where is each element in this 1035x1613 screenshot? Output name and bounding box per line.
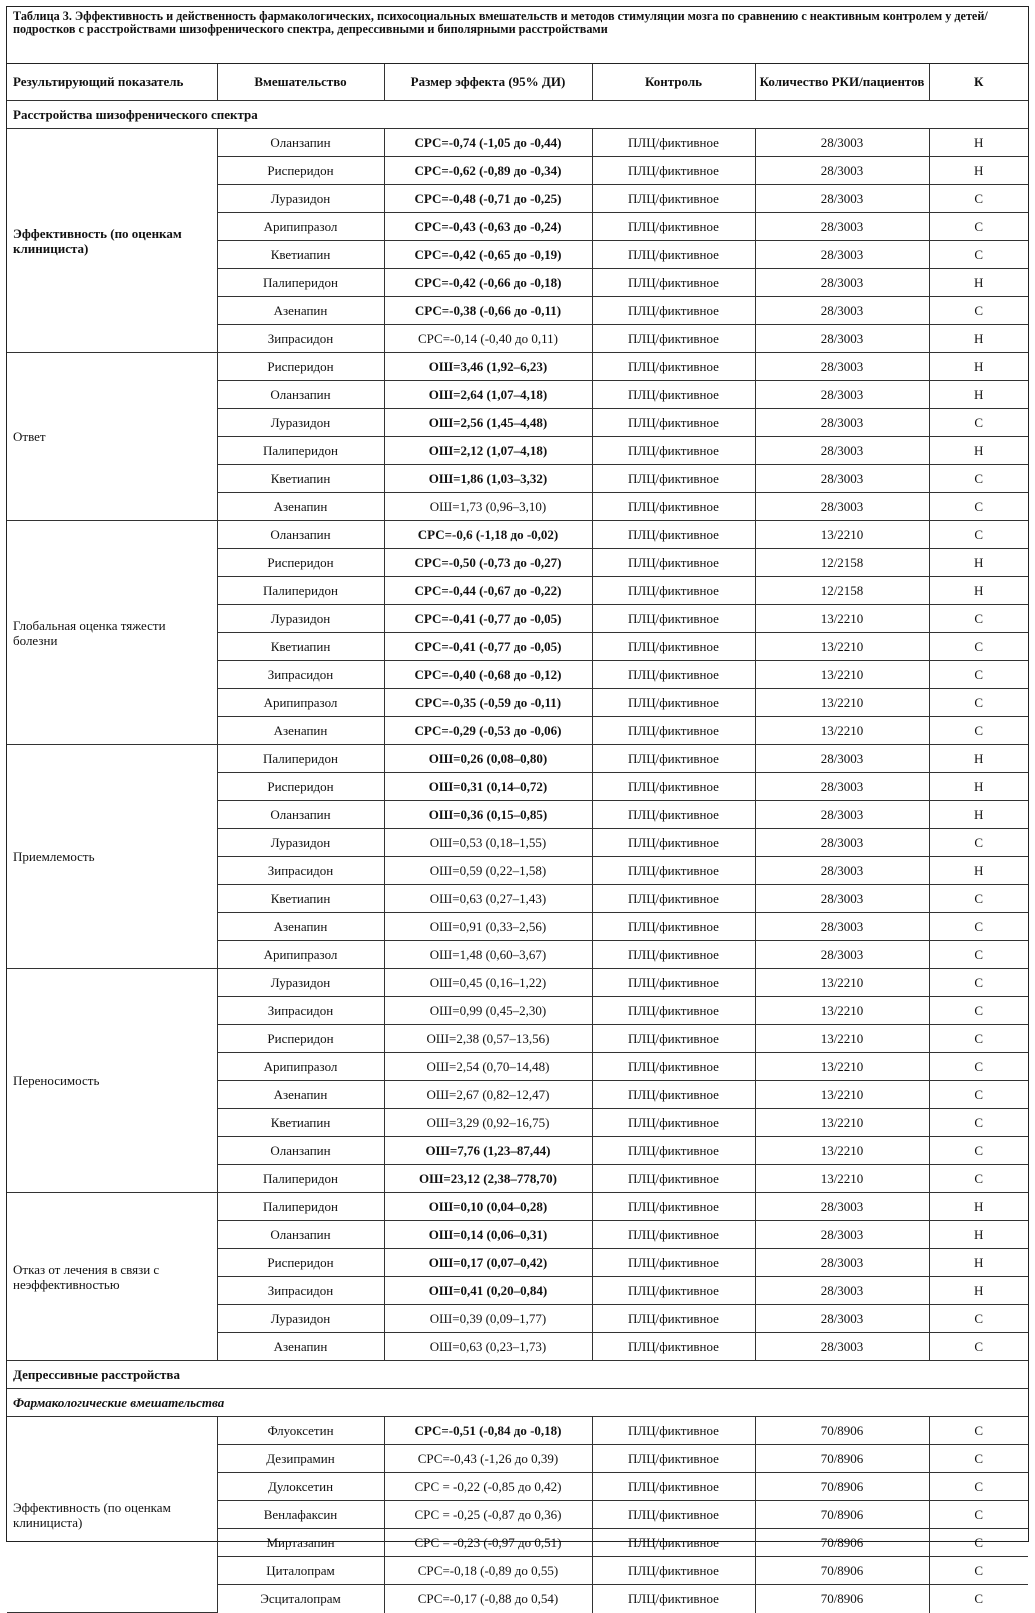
effect-size-cell: ОШ=23,12 (2,38–778,70) — [384, 1165, 592, 1193]
effect-size-cell: СРС=-0,18 (-0,89 до 0,55) — [384, 1557, 592, 1585]
effect-size-cell: СРС=-0,51 (-0,84 до -0,18) — [384, 1417, 592, 1445]
count-cell: 13/2210 — [755, 1025, 929, 1053]
control-cell: ПЛЦ/фиктивное — [592, 129, 755, 157]
effect-size-cell: СРС = -0,23 (-0,97 до 0,51) — [384, 1529, 592, 1557]
k-cell: С — [929, 297, 1028, 325]
count-cell: 28/3003 — [755, 745, 929, 773]
intervention-cell: Зипрасидон — [217, 997, 384, 1025]
section-row — [7, 1361, 1028, 1389]
control-cell: ПЛЦ/фиктивное — [592, 661, 755, 689]
effect-size-cell: ОШ=0,59 (0,22–1,58) — [384, 857, 592, 885]
intervention-cell: Оланзапин — [217, 521, 384, 549]
intervention-cell: Палиперидон — [217, 1193, 384, 1221]
intervention-cell: Рисперидон — [217, 549, 384, 577]
k-cell: С — [929, 213, 1028, 241]
intervention-cell: Арипипразол — [217, 213, 384, 241]
intervention-cell: Рисперидон — [217, 1025, 384, 1053]
k-cell: С — [929, 1445, 1028, 1473]
intervention-cell: Оланзапин — [217, 1221, 384, 1249]
k-cell: Н — [929, 157, 1028, 185]
effect-size-cell: СРС=-0,50 (-0,73 до -0,27) — [384, 549, 592, 577]
k-cell: С — [929, 1333, 1028, 1361]
k-cell: С — [929, 1557, 1028, 1585]
k-cell: С — [929, 913, 1028, 941]
intervention-cell: Луразидон — [217, 1305, 384, 1333]
control-cell: ПЛЦ/фиктивное — [592, 1501, 755, 1529]
intervention-cell: Зипрасидон — [217, 661, 384, 689]
count-cell: 28/3003 — [755, 353, 929, 381]
control-cell: ПЛЦ/фиктивное — [592, 241, 755, 269]
k-cell: С — [929, 409, 1028, 437]
effect-size-cell: ОШ=2,12 (1,07–4,18) — [384, 437, 592, 465]
effect-size-cell: ОШ=3,29 (0,92–16,75) — [384, 1109, 592, 1137]
k-cell: Н — [929, 1221, 1028, 1249]
control-cell: ПЛЦ/фиктивное — [592, 605, 755, 633]
effect-size-cell: ОШ=2,64 (1,07–4,18) — [384, 381, 592, 409]
k-cell: С — [929, 1501, 1028, 1529]
k-cell: Н — [929, 129, 1028, 157]
section-row — [7, 101, 1028, 129]
effect-size-cell: СРС = -0,25 (-0,87 до 0,36) — [384, 1501, 592, 1529]
k-cell: С — [929, 521, 1028, 549]
header-outcome: Результирующий показатель — [7, 64, 217, 101]
count-cell: 28/3003 — [755, 885, 929, 913]
count-cell: 13/2210 — [755, 521, 929, 549]
count-cell: 13/2210 — [755, 633, 929, 661]
effect-size-cell: ОШ=2,54 (0,70–14,48) — [384, 1053, 592, 1081]
count-cell: 28/3003 — [755, 213, 929, 241]
intervention-cell: Оланзапин — [217, 129, 384, 157]
results-table — [7, 64, 1028, 1613]
k-cell: С — [929, 1417, 1028, 1445]
k-cell: С — [929, 969, 1028, 997]
count-cell: 28/3003 — [755, 129, 929, 157]
intervention-cell: Рисперидон — [217, 157, 384, 185]
effect-size-cell: ОШ=0,63 (0,23–1,73) — [384, 1333, 592, 1361]
intervention-cell: Венлафаксин — [217, 1501, 384, 1529]
k-cell: С — [929, 605, 1028, 633]
control-cell: ПЛЦ/фиктивное — [592, 1193, 755, 1221]
k-cell: Н — [929, 1249, 1028, 1277]
count-cell: 28/3003 — [755, 269, 929, 297]
intervention-cell: Оланзапин — [217, 801, 384, 829]
count-cell: 28/3003 — [755, 913, 929, 941]
control-cell: ПЛЦ/фиктивное — [592, 297, 755, 325]
count-cell: 28/3003 — [755, 857, 929, 885]
count-cell: 70/8906 — [755, 1585, 929, 1613]
effect-size-cell: ОШ=0,10 (0,04–0,28) — [384, 1193, 592, 1221]
count-cell: 13/2210 — [755, 605, 929, 633]
control-cell: ПЛЦ/фиктивное — [592, 1053, 755, 1081]
intervention-cell: Рисперидон — [217, 353, 384, 381]
control-cell: ПЛЦ/фиктивное — [592, 577, 755, 605]
control-cell: ПЛЦ/фиктивное — [592, 829, 755, 857]
intervention-cell: Палиперидон — [217, 577, 384, 605]
section-title: Депрессивные расстройства — [7, 1361, 1028, 1389]
k-cell: Н — [929, 577, 1028, 605]
section-title: Расстройства шизофренического спектра — [7, 101, 1028, 129]
intervention-cell: Кветиапин — [217, 465, 384, 493]
k-cell: С — [929, 465, 1028, 493]
intervention-cell: Азенапин — [217, 913, 384, 941]
intervention-cell: Оланзапин — [217, 1137, 384, 1165]
k-cell: С — [929, 1025, 1028, 1053]
intervention-cell: Палиперидон — [217, 745, 384, 773]
control-cell: ПЛЦ/фиктивное — [592, 1249, 755, 1277]
k-cell: С — [929, 185, 1028, 213]
control-cell: ПЛЦ/фиктивное — [592, 1333, 755, 1361]
control-cell: ПЛЦ/фиктивное — [592, 521, 755, 549]
control-cell: ПЛЦ/фиктивное — [592, 269, 755, 297]
effect-size-cell: ОШ=1,48 (0,60–3,67) — [384, 941, 592, 969]
intervention-cell: Зипрасидон — [217, 1277, 384, 1305]
intervention-cell: Рисперидон — [217, 1249, 384, 1277]
effect-size-cell: ОШ=1,86 (1,03–3,32) — [384, 465, 592, 493]
control-cell: ПЛЦ/фиктивное — [592, 857, 755, 885]
k-cell: Н — [929, 269, 1028, 297]
intervention-cell: Кветиапин — [217, 633, 384, 661]
count-cell: 28/3003 — [755, 185, 929, 213]
control-cell: ПЛЦ/фиктивное — [592, 325, 755, 353]
count-cell: 28/3003 — [755, 437, 929, 465]
outcome-cell: Глобальная оценка тяжести болезни — [7, 521, 217, 745]
k-cell: С — [929, 633, 1028, 661]
count-cell: 28/3003 — [755, 381, 929, 409]
intervention-cell: Азенапин — [217, 493, 384, 521]
k-cell: С — [929, 1529, 1028, 1557]
intervention-cell: Кветиапин — [217, 241, 384, 269]
count-cell: 28/3003 — [755, 801, 929, 829]
effect-size-cell: ОШ=0,36 (0,15–0,85) — [384, 801, 592, 829]
header-control: Контроль — [592, 64, 755, 101]
effect-size-cell: ОШ=2,56 (1,45–4,48) — [384, 409, 592, 437]
effect-size-cell: ОШ=0,39 (0,09–1,77) — [384, 1305, 592, 1333]
count-cell: 12/2158 — [755, 577, 929, 605]
control-cell: ПЛЦ/фиктивное — [592, 493, 755, 521]
subsection-title: Фармакологические вмешательства — [7, 1389, 1028, 1417]
control-cell: ПЛЦ/фиктивное — [592, 465, 755, 493]
count-cell: 70/8906 — [755, 1473, 929, 1501]
count-cell: 28/3003 — [755, 1333, 929, 1361]
k-cell: Н — [929, 1277, 1028, 1305]
intervention-cell: Эсциталопрам — [217, 1585, 384, 1613]
control-cell: ПЛЦ/фиктивное — [592, 1445, 755, 1473]
effect-size-cell: ОШ=2,67 (0,82–12,47) — [384, 1081, 592, 1109]
count-cell: 13/2210 — [755, 969, 929, 997]
control-cell: ПЛЦ/фиктивное — [592, 1137, 755, 1165]
control-cell: ПЛЦ/фиктивное — [592, 941, 755, 969]
effect-size-cell: СРС=-0,40 (-0,68 до -0,12) — [384, 661, 592, 689]
effect-size-cell: СРС=-0,43 (-1,26 до 0,39) — [384, 1445, 592, 1473]
effect-size-cell: СРС=-0,38 (-0,66 до -0,11) — [384, 297, 592, 325]
count-cell: 28/3003 — [755, 409, 929, 437]
table-row — [7, 1193, 1028, 1221]
control-cell: ПЛЦ/фиктивное — [592, 1025, 755, 1053]
intervention-cell: Луразидон — [217, 605, 384, 633]
effect-size-cell: СРС=-0,43 (-0,63 до -0,24) — [384, 213, 592, 241]
intervention-cell: Рисперидон — [217, 773, 384, 801]
effect-size-cell: СРС=-0,44 (-0,67 до -0,22) — [384, 577, 592, 605]
control-cell: ПЛЦ/фиктивное — [592, 409, 755, 437]
k-cell: С — [929, 689, 1028, 717]
k-cell: С — [929, 1053, 1028, 1081]
count-cell: 70/8906 — [755, 1417, 929, 1445]
count-cell: 13/2210 — [755, 689, 929, 717]
effect-size-cell: ОШ=0,91 (0,33–2,56) — [384, 913, 592, 941]
control-cell: ПЛЦ/фиктивное — [592, 689, 755, 717]
table-row — [7, 1417, 1028, 1445]
outcome-cell: Приемлемость — [7, 745, 217, 969]
intervention-cell: Арипипразол — [217, 941, 384, 969]
effect-size-cell: ОШ=0,17 (0,07–0,42) — [384, 1249, 592, 1277]
header-count: Количество РКИ/пациентов — [755, 64, 929, 101]
count-cell: 28/3003 — [755, 493, 929, 521]
header-effect-size: Размер эффекта (95% ДИ) — [384, 64, 592, 101]
k-cell: Н — [929, 745, 1028, 773]
control-cell: ПЛЦ/фиктивное — [592, 997, 755, 1025]
count-cell: 28/3003 — [755, 325, 929, 353]
count-cell: 28/3003 — [755, 941, 929, 969]
effect-size-cell: ОШ=0,63 (0,27–1,43) — [384, 885, 592, 913]
control-cell: ПЛЦ/фиктивное — [592, 1277, 755, 1305]
effect-size-cell: СРС=-0,41 (-0,77 до -0,05) — [384, 633, 592, 661]
effect-size-cell: ОШ=0,99 (0,45–2,30) — [384, 997, 592, 1025]
k-cell: С — [929, 941, 1028, 969]
k-cell: Н — [929, 773, 1028, 801]
effect-size-cell: СРС = -0,22 (-0,85 до 0,42) — [384, 1473, 592, 1501]
k-cell: Н — [929, 437, 1028, 465]
effect-size-cell: ОШ=1,73 (0,96–3,10) — [384, 493, 592, 521]
count-cell: 28/3003 — [755, 1221, 929, 1249]
intervention-cell: Зипрасидон — [217, 325, 384, 353]
effect-size-cell: СРС=-0,42 (-0,66 до -0,18) — [384, 269, 592, 297]
effect-size-cell: СРС=-0,17 (-0,88 до 0,54) — [384, 1585, 592, 1613]
effect-size-cell: ОШ=2,38 (0,57–13,56) — [384, 1025, 592, 1053]
k-cell: С — [929, 1305, 1028, 1333]
count-cell: 13/2210 — [755, 717, 929, 745]
count-cell: 13/2210 — [755, 1109, 929, 1137]
subsection-row — [7, 1389, 1028, 1417]
intervention-cell: Миртазапин — [217, 1529, 384, 1557]
count-cell: 70/8906 — [755, 1445, 929, 1473]
control-cell: ПЛЦ/фиктивное — [592, 157, 755, 185]
outcome-cell: Переносимость — [7, 969, 217, 1193]
outcome-cell: Отказ от лечения в связи с неэффективностью — [7, 1193, 217, 1361]
effect-size-cell: ОШ=0,26 (0,08–0,80) — [384, 745, 592, 773]
control-cell: ПЛЦ/фиктивное — [592, 885, 755, 913]
table-row — [7, 353, 1028, 381]
count-cell: 28/3003 — [755, 829, 929, 857]
count-cell: 13/2210 — [755, 1165, 929, 1193]
outcome-cell: Ответ — [7, 353, 217, 521]
effect-size-cell: ОШ=0,53 (0,18–1,55) — [384, 829, 592, 857]
effect-size-cell: ОШ=0,41 (0,20–0,84) — [384, 1277, 592, 1305]
control-cell: ПЛЦ/фиктивное — [592, 1165, 755, 1193]
control-cell: ПЛЦ/фиктивное — [592, 381, 755, 409]
control-cell: ПЛЦ/фиктивное — [592, 717, 755, 745]
count-cell: 70/8906 — [755, 1501, 929, 1529]
intervention-cell: Дезипрамин — [217, 1445, 384, 1473]
count-cell: 13/2210 — [755, 1053, 929, 1081]
control-cell: ПЛЦ/фиктивное — [592, 1585, 755, 1613]
count-cell: 28/3003 — [755, 465, 929, 493]
effect-size-cell: СРС=-0,48 (-0,71 до -0,25) — [384, 185, 592, 213]
k-cell: Н — [929, 353, 1028, 381]
intervention-cell: Кветиапин — [217, 1109, 384, 1137]
count-cell: 28/3003 — [755, 1193, 929, 1221]
effect-size-cell: СРС=-0,42 (-0,65 до -0,19) — [384, 241, 592, 269]
effect-size-cell: ОШ=3,46 (1,92–6,23) — [384, 353, 592, 381]
k-cell: С — [929, 1473, 1028, 1501]
intervention-cell: Зипрасидон — [217, 857, 384, 885]
effect-size-cell: СРС=-0,29 (-0,53 до -0,06) — [384, 717, 592, 745]
count-cell: 13/2210 — [755, 997, 929, 1025]
control-cell: ПЛЦ/фиктивное — [592, 213, 755, 241]
effect-size-cell: СРС=-0,35 (-0,59 до -0,11) — [384, 689, 592, 717]
effect-size-cell: ОШ=0,45 (0,16–1,22) — [384, 969, 592, 997]
count-cell: 28/3003 — [755, 297, 929, 325]
table-row — [7, 129, 1028, 157]
intervention-cell: Азенапин — [217, 1081, 384, 1109]
table-row — [7, 521, 1028, 549]
k-cell: С — [974, 1590, 984, 1606]
count-cell: 28/3003 — [755, 241, 929, 269]
outcome-cell: Эффективность (по оценкам клинициста) — [7, 129, 217, 353]
intervention-cell: Арипипразол — [217, 689, 384, 717]
intervention-cell: Луразидон — [217, 409, 384, 437]
k-cell: С — [929, 829, 1028, 857]
k-cell: С — [929, 493, 1028, 521]
control-cell: ПЛЦ/фиктивное — [592, 969, 755, 997]
intervention-cell: Азенапин — [217, 297, 384, 325]
count-cell: 70/8906 — [755, 1557, 929, 1585]
control-cell: ПЛЦ/фиктивное — [592, 1081, 755, 1109]
control-cell: ПЛЦ/фиктивное — [592, 549, 755, 577]
control-cell: ПЛЦ/фиктивное — [592, 437, 755, 465]
k-cell: Н — [929, 801, 1028, 829]
effect-size-cell: ОШ=0,31 (0,14–0,72) — [384, 773, 592, 801]
k-cell: С — [929, 885, 1028, 913]
control-cell: ПЛЦ/фиктивное — [592, 1109, 755, 1137]
intervention-cell: Луразидон — [217, 969, 384, 997]
control-cell: ПЛЦ/фиктивное — [592, 773, 755, 801]
outcome-cell: Эффективность (по оценкам клинициста) — [7, 1417, 217, 1613]
control-cell: ПЛЦ/фиктивное — [592, 633, 755, 661]
k-cell: Н — [929, 1193, 1028, 1221]
k-cell: С — [929, 997, 1028, 1025]
k-cell: Н — [929, 549, 1028, 577]
count-cell: 28/3003 — [755, 1277, 929, 1305]
intervention-cell: Оланзапин — [217, 381, 384, 409]
intervention-cell: Палиперидон — [217, 269, 384, 297]
control-cell: ПЛЦ/фиктивное — [592, 745, 755, 773]
count-cell: 28/3003 — [755, 157, 929, 185]
effect-size-cell: ОШ=7,76 (1,23–87,44) — [384, 1137, 592, 1165]
effect-size-cell: СРС=-0,74 (-1,05 до -0,44) — [384, 129, 592, 157]
k-cell: С — [929, 241, 1028, 269]
table-row — [7, 969, 1028, 997]
intervention-cell: Арипипразол — [217, 1053, 384, 1081]
k-cell: Н — [929, 381, 1028, 409]
count-cell: 28/3003 — [755, 1305, 929, 1333]
control-cell: ПЛЦ/фиктивное — [592, 353, 755, 381]
effect-size-cell: ОШ=0,14 (0,06–0,31) — [384, 1221, 592, 1249]
intervention-cell: Дулоксетин — [217, 1473, 384, 1501]
k-cell: С — [929, 1165, 1028, 1193]
table-container — [6, 6, 1029, 1606]
k-cell: С — [929, 661, 1028, 689]
k-cell: С — [929, 1081, 1028, 1109]
intervention-cell: Циталопрам — [217, 1557, 384, 1585]
k-cell: Н — [929, 325, 1028, 353]
intervention-cell: Азенапин — [217, 1333, 384, 1361]
count-cell: 13/2210 — [755, 661, 929, 689]
intervention-cell: Луразидон — [217, 185, 384, 213]
header-k: К — [929, 64, 1028, 101]
effect-size-cell: СРС=-0,14 (-0,40 до 0,11) — [384, 325, 592, 353]
intervention-cell: Палиперидон — [217, 1165, 384, 1193]
control-cell: ПЛЦ/фиктивное — [592, 913, 755, 941]
control-cell: ПЛЦ/фиктивное — [592, 185, 755, 213]
effect-size-cell: СРС=-0,41 (-0,77 до -0,05) — [384, 605, 592, 633]
count-cell: 13/2210 — [755, 1137, 929, 1165]
control-cell: ПЛЦ/фиктивное — [592, 801, 755, 829]
count-cell: 28/3003 — [755, 773, 929, 801]
intervention-cell: Кветиапин — [217, 885, 384, 913]
header-intervention: Вмешательство — [217, 64, 384, 101]
control-cell: ПЛЦ/фиктивное — [592, 1473, 755, 1501]
k-cell: С — [929, 717, 1028, 745]
intervention-cell: Флуоксетин — [217, 1417, 384, 1445]
count-cell: 70/8906 — [755, 1529, 929, 1557]
count-cell: 12/2158 — [755, 549, 929, 577]
control-cell: ПЛЦ/фиктивное — [592, 1557, 755, 1585]
control-cell: ПЛЦ/фиктивное — [592, 1305, 755, 1333]
table-body — [7, 101, 1028, 1613]
k-cell: Н — [929, 857, 1028, 885]
intervention-cell: Азенапин — [217, 717, 384, 745]
count-cell: 13/2210 — [755, 1081, 929, 1109]
intervention-cell: Палиперидон — [217, 437, 384, 465]
intervention-cell: Луразидон — [217, 829, 384, 857]
k-cell: С — [929, 1109, 1028, 1137]
effect-size-cell: СРС=-0,62 (-0,89 до -0,34) — [384, 157, 592, 185]
effect-size-cell: СРС=-0,6 (-1,18 до -0,02) — [384, 521, 592, 549]
count-cell: 28/3003 — [755, 1249, 929, 1277]
header-row — [7, 64, 1028, 101]
control-cell: ПЛЦ/фиктивное — [592, 1529, 755, 1557]
control-cell: ПЛЦ/фиктивное — [592, 1221, 755, 1249]
table-row — [7, 745, 1028, 773]
control-cell: ПЛЦ/фиктивное — [592, 1417, 755, 1445]
table-caption: Таблица 3. Эффективность и действенность фармакологических, психосоциальных вмешательств и методов стимуляции мозга по сравнению с неактивным контролем у детей/подростков с расстройствами шизофренического спектра, депрессивными и биполярными расстройствами — [7, 7, 1028, 64]
k-cell: С — [929, 1137, 1028, 1165]
